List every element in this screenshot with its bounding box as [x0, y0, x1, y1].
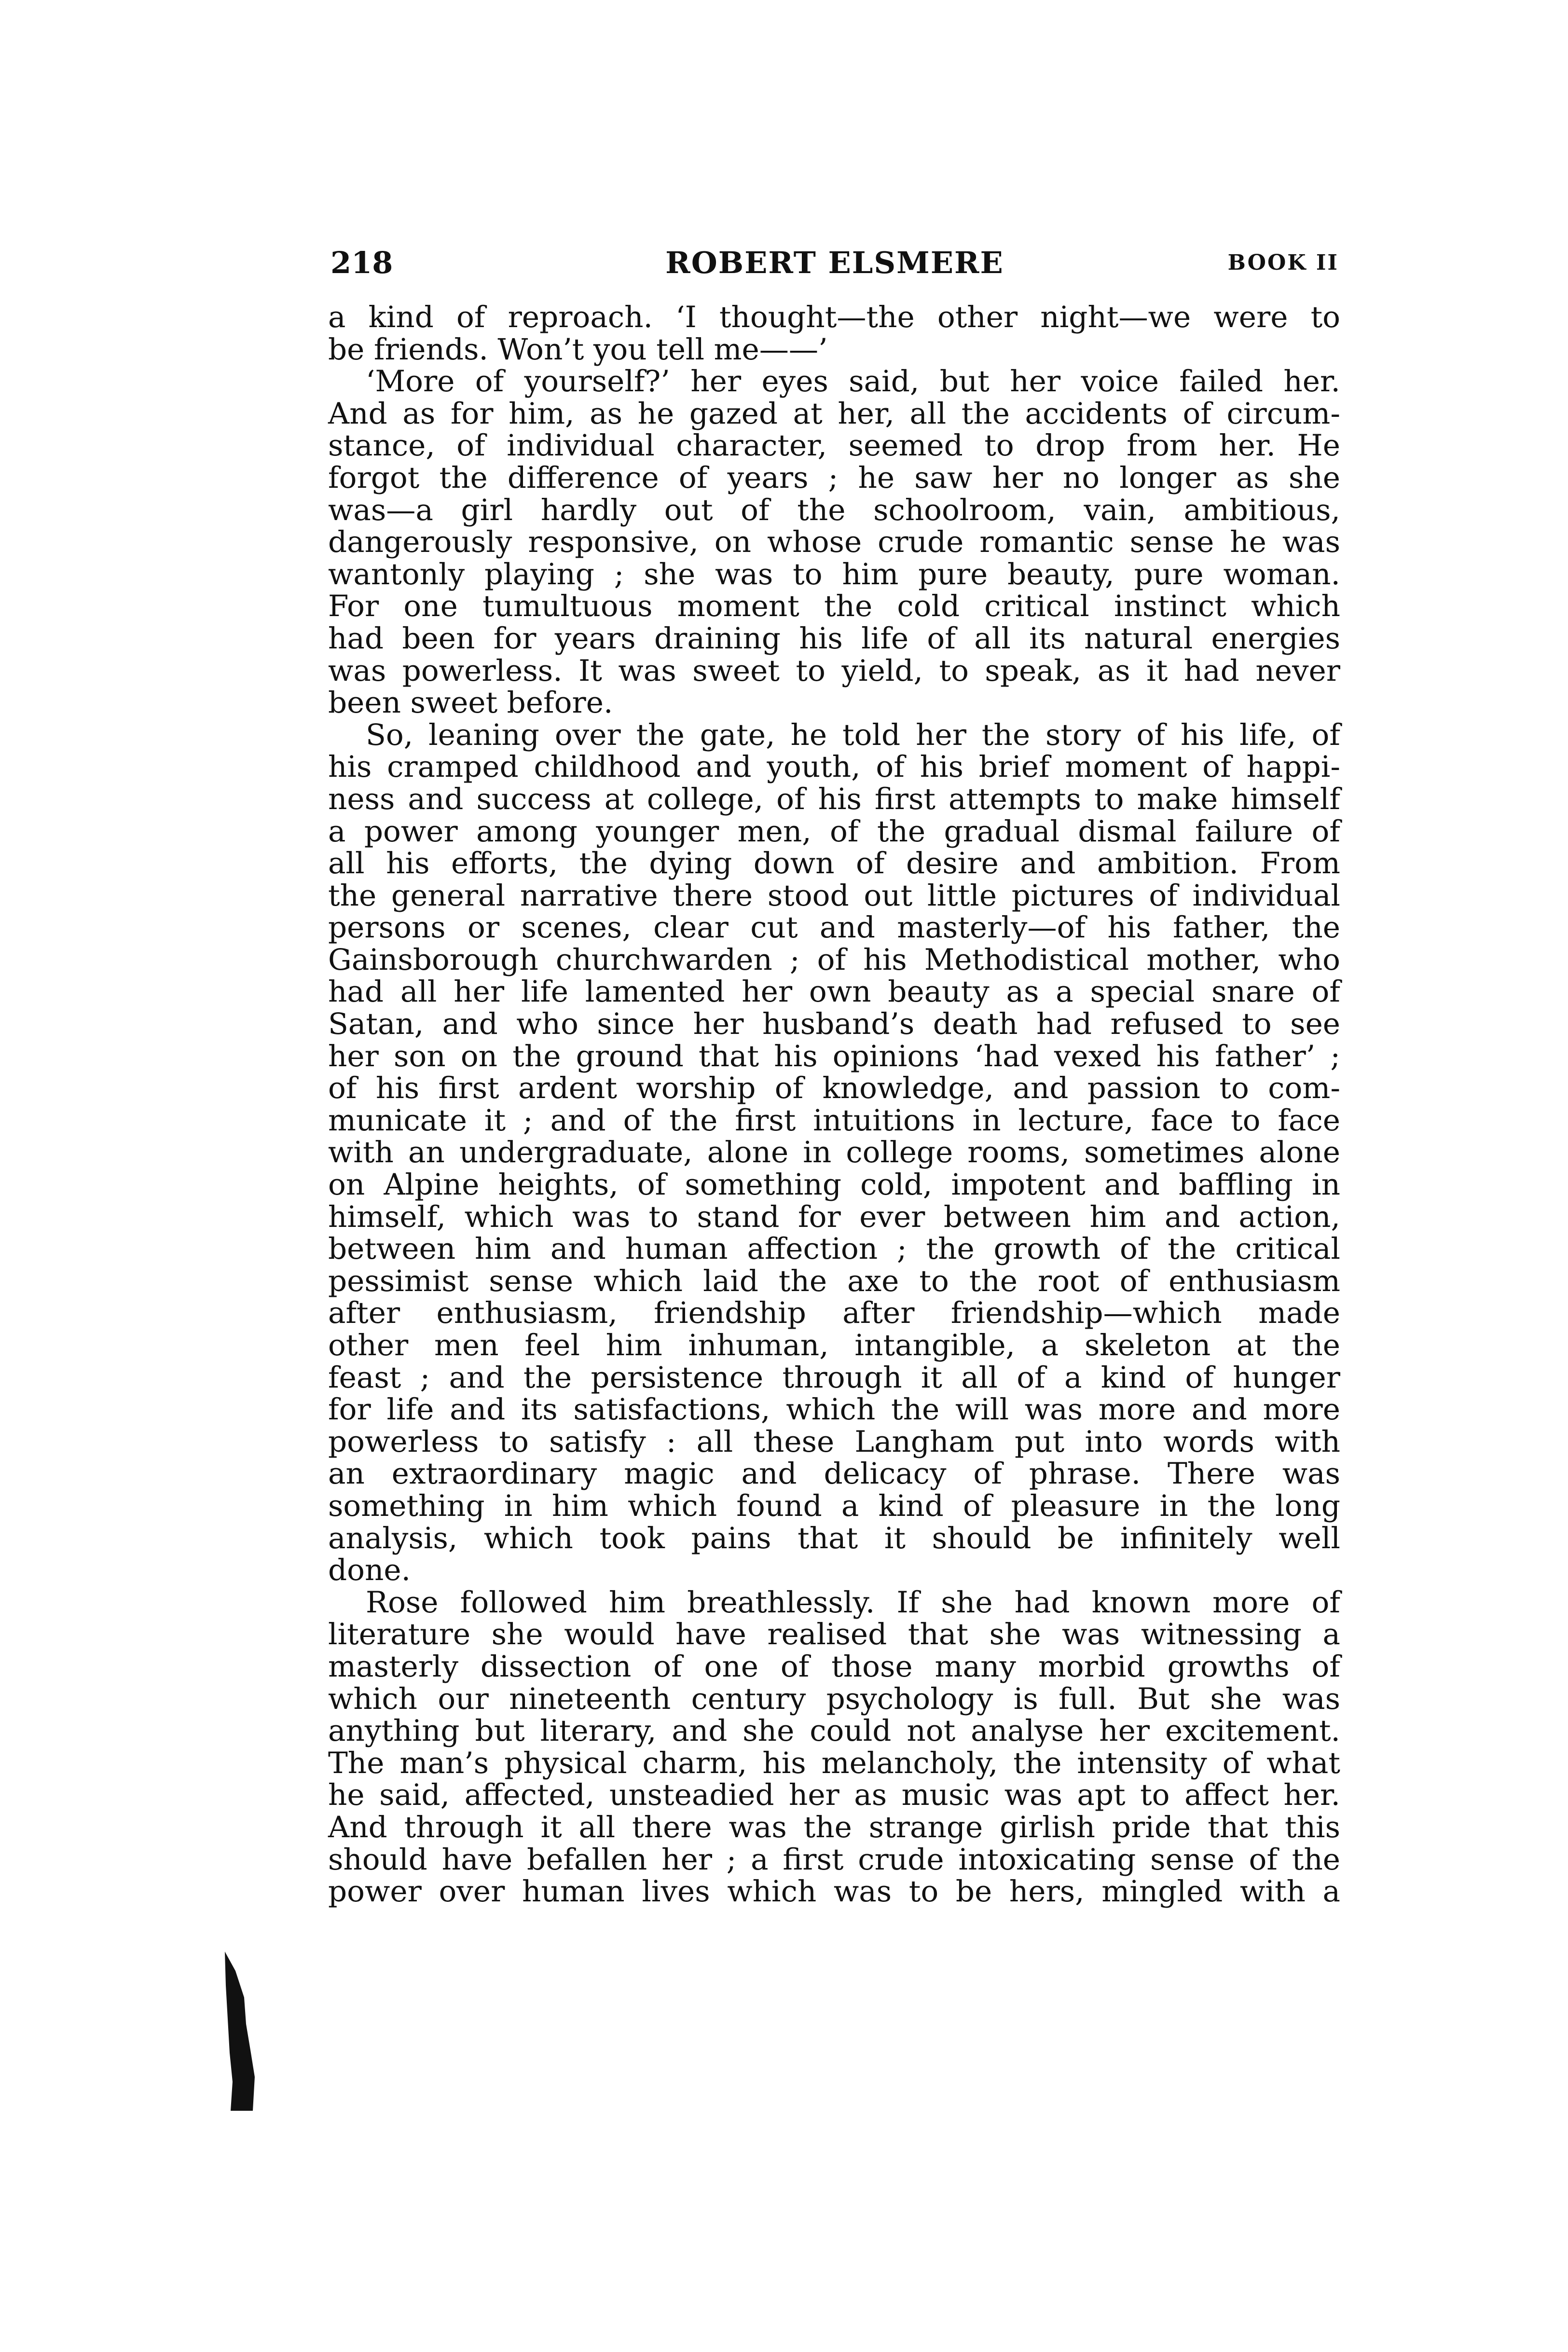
text-line: And as for him, as he gazed at her, all the accidents of circum-: [328, 396, 1340, 431]
text-line: masterly dissection of one of those many morbid growths of: [328, 1649, 1340, 1684]
page-edge-mark: [221, 1952, 264, 2111]
text-line: all his efforts, the dying down of desire and ambition. From: [328, 846, 1340, 881]
text-line: And through it all there was the strange girlish pride that this: [328, 1810, 1340, 1844]
text-line: For one tumultuous moment the cold critical instinct which: [328, 589, 1340, 624]
text-line: analysis, which took pains that it should be infinitely well: [328, 1521, 1340, 1555]
text-line: himself, which was to stand for ever between him and action,: [328, 1199, 1340, 1234]
text-line: on Alpine heights, of something cold, impotent and baffling in: [328, 1168, 1340, 1202]
text-line: forgot the difference of years ; he saw her no longer as she: [328, 460, 1340, 495]
body-text: [328, 302, 1340, 1908]
text-line: Gainsborough churchwarden ; of his Methodistical mother, who: [328, 942, 1340, 977]
text-line: ness and success at college, of his first attempts to make himself: [328, 782, 1340, 816]
text-line: The man’s physical charm, his melancholy, the intensity of what: [328, 1746, 1340, 1780]
text-line: the general narrative there stood out little pictures of individual: [328, 878, 1340, 913]
text-line: his cramped childhood and youth, of his brief moment of happi-: [328, 750, 1340, 784]
text-line: Rose followed him breathlessly. If she had known more of: [366, 1585, 1340, 1620]
text-line: a kind of reproach. ‘I thought—the other night—we were to: [328, 300, 1340, 334]
text-line: between him and human affection ; the growth of the critical: [328, 1232, 1340, 1266]
text-line: persons or scenes, clear cut and masterly—of his father, the: [328, 910, 1340, 945]
text-line: he said, affected, unsteadied her as music was apt to affect her.: [328, 1778, 1340, 1813]
text-line: been sweet before.: [328, 686, 613, 720]
text-line: So, leaning over the gate, he told her the story of his life, of: [366, 717, 1340, 752]
text-line: power over human lives which was to be hers, mingled with a: [328, 1874, 1340, 1909]
text-line: dangerously responsive, on whose crude romantic sense he was: [328, 525, 1340, 560]
text-line: after enthusiasm, friendship after friendship—which made: [328, 1296, 1340, 1331]
text-line: other men feel him inhuman, intangible, a skeleton at the: [328, 1328, 1340, 1362]
text-line: an extraordinary magic and delicacy of phrase. There was: [328, 1457, 1340, 1491]
text-line: had all her life lamented her own beauty as a special snare of: [328, 975, 1340, 1009]
text-line: was—a girl hardly out of the schoolroom, vain, ambitious,: [328, 493, 1340, 527]
running-title: ROBERT ELSMERE: [665, 245, 1004, 280]
text-line: pessimist sense which laid the axe to the root of enthusiasm: [328, 1264, 1340, 1298]
page-number: 218: [330, 245, 393, 280]
text-line: with an undergraduate, alone in college rooms, sometimes alone: [328, 1135, 1340, 1170]
page-header: [330, 244, 1339, 282]
text-line: had been for years draining his life of all its natural energies: [328, 621, 1340, 656]
text-line: for life and its satisfactions, which the will was more and more: [328, 1392, 1340, 1427]
text-line: her son on the ground that his opinions ‘had vexed his father’ ;: [328, 1039, 1340, 1073]
text-line: wantonly playing ; she was to him pure beauty, pure woman.: [328, 557, 1340, 591]
text-line: municate it ; and of the first intuitions in lecture, face to face: [328, 1103, 1340, 1138]
text-line: something in him which found a kind of pleasure in the long: [328, 1488, 1340, 1523]
text-line: be friends. Won’t you tell me——’: [328, 332, 828, 367]
text-line: literature she would have realised that she was witnessing a: [328, 1617, 1340, 1652]
text-line: a power among younger men, of the gradual dismal failure of: [328, 814, 1340, 849]
text-line: which our nineteenth century psychology is full. But she was: [328, 1681, 1340, 1716]
text-line: ‘More of yourself?’ her eyes said, but her voice failed her.: [366, 364, 1340, 399]
text-line: anything but literary, and she could not analyse her excitement.: [328, 1714, 1340, 1748]
text-line: feast ; and the persistence through it all of a kind of hunger: [328, 1360, 1340, 1395]
text-line: powerless to satisfy : all these Langham put into words with: [328, 1424, 1340, 1459]
book-label: BOOK II: [1227, 250, 1339, 275]
text-line: should have befallen her ; a first crude intoxicating sense of the: [328, 1842, 1340, 1877]
text-line: of his first ardent worship of knowledge, and passion to com-: [328, 1071, 1340, 1106]
text-line: was powerless. It was sweet to yield, to speak, as it had never: [328, 653, 1340, 688]
text-line: done.: [328, 1553, 411, 1588]
text-line: Satan, and who since her husband’s death had refused to see: [328, 1007, 1340, 1042]
text-line: stance, of individual character, seemed to drop from her. He: [328, 428, 1340, 463]
